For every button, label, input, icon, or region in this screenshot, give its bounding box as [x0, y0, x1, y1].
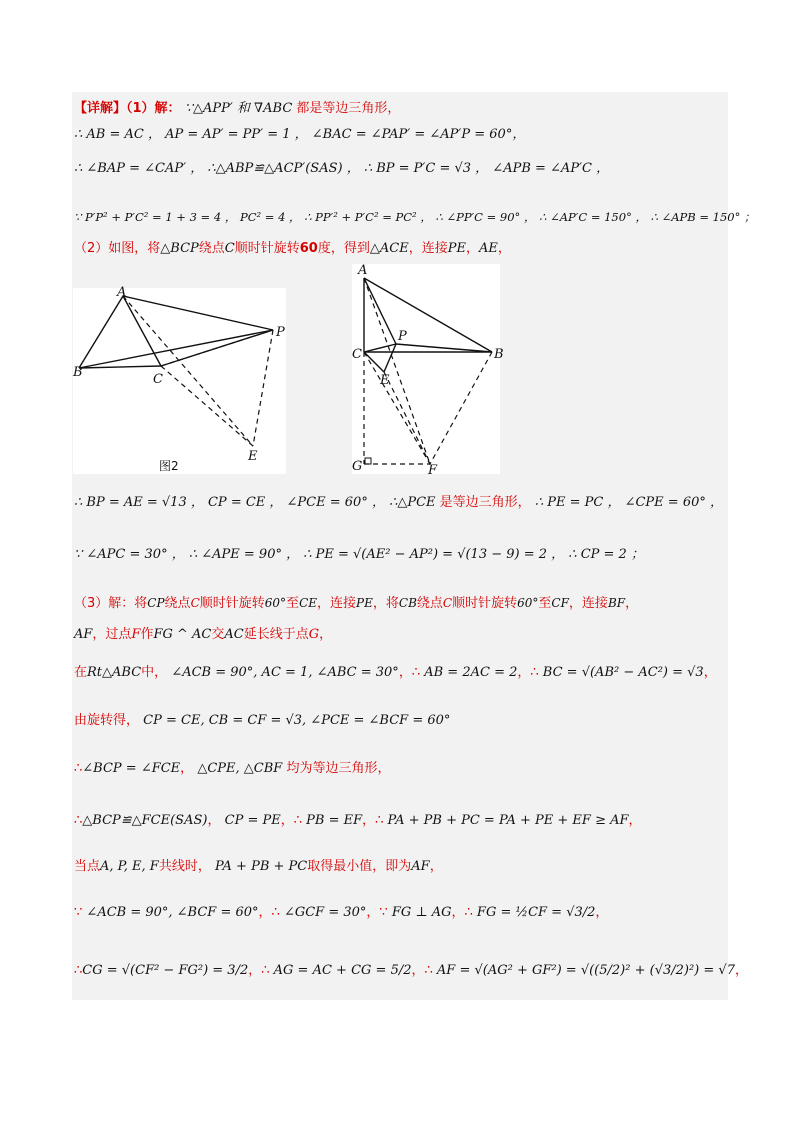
solution-header: 【详解】（1）解：: [74, 101, 181, 116]
p3-k: ，将: [372, 596, 399, 611]
p3l8-f: FG ⊥ AG: [391, 905, 452, 920]
figure-2-diagram: [73, 285, 286, 474]
part3-line5: [74, 760, 390, 778]
part3-line3: [74, 664, 717, 682]
p3l9-a: ∴: [74, 963, 83, 978]
part1-line1-math: ∵△APP′ 和 ∇ABC: [184, 101, 293, 116]
p3l6-e: ，∴: [280, 813, 302, 828]
p3l3-d: ∠ACB = 90°, AC = 1, ∠ABC = 30°: [171, 665, 399, 680]
p3l6-f: PB = EF: [306, 813, 363, 828]
p3l9-b: CG = √(CF² − FG²) = 3/2: [82, 963, 249, 978]
p3l8-b: ∠ACB = 90°, ∠BCF = 60°: [86, 905, 259, 920]
p3l2-c: F: [131, 627, 141, 642]
p3l6-b: △BCP≌△FCE(SAS): [82, 813, 208, 828]
fig2-label-c: C: [153, 372, 163, 387]
p3l9-g: ，: [734, 963, 748, 978]
part2-text-e: 顺时针旋转: [234, 241, 300, 256]
p3l8-g: ，∴: [451, 905, 473, 920]
figure-right-diagram: [352, 263, 504, 478]
p3-e: 顺时针旋转: [199, 596, 265, 611]
p3l2-e: FG ^ AC: [153, 627, 212, 642]
p3l6-g: ，∴: [362, 813, 384, 828]
figure-2-left: [73, 285, 286, 474]
part2-line3: ∵ ∠APC = 30° ， ∴ ∠APE = 90° ， ∴ PE = √(AE² − AP²) = √(13 − 9) = 2 ， ∴ CP = 2 ；: [74, 547, 644, 562]
p3l2-g: AC: [224, 627, 244, 642]
part3-line4: [74, 712, 450, 730]
p3l2-h: 延长线于点: [243, 627, 309, 642]
part2-math-ace: △ACE: [369, 241, 409, 256]
part3-line7: [74, 858, 443, 876]
fig-right-label-p: P: [398, 329, 407, 344]
p3l3-f: AB = 2AC = 2: [424, 665, 518, 680]
p3l5-a: ∴: [74, 761, 83, 776]
part1-line2: ∴ AB = AC ， AP = AP′ = PP′ = 1 ， ∠BAC = ∠PAP′ = ∠AP′P = 60°，: [74, 127, 526, 142]
part1-line1: [74, 100, 400, 118]
part2-text-i: ，连接: [408, 241, 448, 256]
part2-text-g: 度，得到: [317, 241, 370, 256]
figure-right: [352, 263, 504, 478]
part3-line6: [74, 812, 642, 830]
p3l9-f: AF = √(AG² + GF²) = √((5/2)² + (√3/2)²) = √7: [436, 963, 735, 978]
p3l3-c: 中，: [141, 665, 168, 680]
fig2-caption: 图2: [159, 459, 179, 473]
part2-sixty: 60: [299, 241, 318, 256]
p3l6-a: ∴: [74, 813, 83, 828]
p3-c: 绕点: [164, 596, 191, 611]
p3l5-d: △CPE, △CBF: [197, 761, 283, 776]
part2-line2: [74, 494, 723, 512]
part2-text-a: （2）如图，将: [74, 241, 161, 256]
p3l8-d: ∠GCF = 30°: [283, 905, 367, 920]
p3l3-a: 在: [74, 665, 88, 680]
part2-line2-math: ∴ BP = AE = √13 ， CP = CE ， ∠PCE = 60° ， ∴△PCE: [74, 495, 436, 510]
fig2-label-p: P: [276, 325, 285, 340]
part2-line1: [74, 240, 511, 258]
fig-right-label-e: E: [380, 373, 390, 388]
p3l9-c: ，∴: [248, 963, 270, 978]
part1-line3: ∴ ∠BAP = ∠CAP′ ， ∴△ABP≌△ACP′(SAS) ， ∴ BP = P′C = √3 ， ∠APB = ∠AP′C ，: [74, 161, 610, 176]
part2-math-bcp: △BCP: [160, 241, 199, 256]
p3-u: ，: [625, 596, 639, 611]
p3l2-f: 交: [211, 627, 225, 642]
fig2-label-e: E: [248, 449, 258, 464]
p3l7-c: 共线时，: [158, 859, 211, 874]
p3l8-h: FG = ½CF = √3/2: [476, 905, 596, 920]
p3l7-f: AF: [411, 859, 430, 874]
p3-q: 至: [538, 596, 552, 611]
fig-right-label-f: F: [428, 463, 438, 478]
p3l7-g: ，: [429, 859, 443, 874]
p3l8-i: ，: [595, 905, 609, 920]
fig-right-label-g: G: [352, 459, 363, 474]
p3-s: ，连接: [568, 596, 608, 611]
p3l7-d: PA + PB + PC: [214, 859, 308, 874]
p3l3-e: ，∴: [398, 665, 421, 680]
part1-line1-text: 都是等边三角形，: [296, 101, 401, 116]
fig2-label-b: B: [73, 365, 83, 380]
p3-f: 60°: [264, 596, 287, 610]
p3l2-b: ，过点: [92, 627, 132, 642]
part2-text-m: ，: [497, 241, 511, 256]
p3l5-b: ∠BCP = ∠FCE: [82, 761, 181, 776]
p3l4-a: 由旋转得，: [74, 713, 140, 728]
p3-d: C: [190, 596, 200, 610]
part2-math-c: C: [224, 241, 235, 256]
fig-right-label-a: A: [358, 263, 368, 278]
p3-g: 至: [286, 596, 300, 611]
part2-text-c: 绕点: [198, 241, 225, 256]
p3l8-e: ，∵: [366, 905, 388, 920]
p3l5-c: ，: [180, 761, 194, 776]
p3l2-d: 作: [140, 627, 154, 642]
p3-l: CB: [398, 596, 417, 610]
p3l5-e: 均为等边三角形，: [286, 761, 391, 776]
p3l8-c: ，∴: [258, 905, 280, 920]
p3-j: PE: [356, 596, 373, 610]
p3-b: CP: [147, 596, 165, 610]
p3l9-e: ，∴: [411, 963, 433, 978]
p3l7-e: 取得最小值，即为: [307, 859, 412, 874]
fig-right-label-c: C: [352, 347, 362, 362]
p3-i: ，连接: [317, 596, 357, 611]
part2-line2-text: 是等边三角形，: [439, 495, 531, 510]
p3l7-a: 当点: [74, 859, 101, 874]
p3l6-d: CP = PE: [224, 813, 281, 828]
p3-t: BF: [607, 596, 626, 610]
part1-line4: ∵ P′P² + P′C² = 1 + 3 = 4 ， PC² = 4 ， ∴ PP′² + P′C² = PC² ， ∴ ∠PP′C = 90° ， ∴ ∠AP′C = 150° ， ∴ ∠APB = 150° ；: [74, 210, 756, 224]
p3l2-i: G: [308, 627, 320, 642]
p3l6-h: PA + PB + PC = PA + PE + EF ≥ AF: [387, 813, 629, 828]
part3-line2: [74, 626, 332, 644]
part3-line8: [74, 904, 608, 922]
p3-a: （3）解：将: [74, 596, 148, 611]
part3-line9: [74, 962, 748, 980]
p3-m: 绕点: [416, 596, 443, 611]
part2-math-pe: PE: [447, 241, 466, 256]
fig2-label-a: A: [117, 285, 127, 300]
p3l3-g: ，∴: [517, 665, 539, 680]
p3-h: CE: [299, 596, 318, 610]
p3l9-d: AG = AC + CG = 5/2: [273, 963, 412, 978]
p3l2-j: ，: [319, 627, 333, 642]
p3l3-h: BC = √(AB² − AC²) = √3: [542, 665, 704, 680]
p3-n: C: [442, 596, 453, 610]
fig-right-label-b: B: [494, 347, 504, 362]
part2-text-k: ，: [465, 241, 479, 256]
p3l3-b: Rt△ABC: [87, 665, 142, 680]
p3l3-i: ，: [703, 665, 717, 680]
part3-line1: [74, 594, 638, 613]
p3l4-b: CP = CE, CB = CF = √3, ∠PCE = ∠BCF = 60°: [143, 713, 451, 728]
p3l7-b: A, P, E, F: [100, 859, 159, 874]
p3l8-a: ∵: [74, 905, 83, 920]
p3l2-a: AF: [74, 627, 93, 642]
p3-r: CF: [551, 596, 569, 610]
part2-line2-math2: ∴ PE = PC ， ∠CPE = 60° ，: [534, 495, 723, 510]
p3-p: 60°: [517, 596, 539, 610]
part2-math-ae: AE: [478, 241, 498, 256]
p3-o: 顺时针旋转: [452, 596, 518, 611]
p3l6-i: ，: [628, 813, 642, 828]
p3l6-c: ，: [207, 813, 221, 828]
